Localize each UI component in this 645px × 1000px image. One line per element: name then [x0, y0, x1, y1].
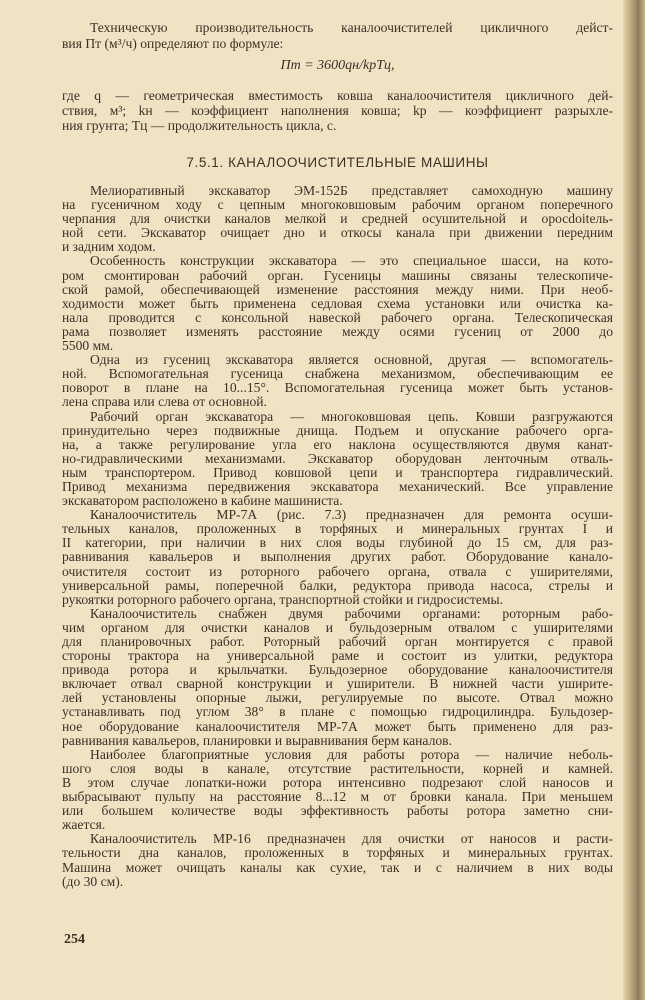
paragraph-line: экскаватором расположено в кабине машиниста.	[62, 494, 343, 509]
paragraph-line: очистителя состоит из роторного рабочего органа, отвала с уширителями,	[62, 564, 613, 579]
paragraph-line: принудительно через подвижные днища. Подъем и опускание рабочего орга-	[62, 423, 613, 438]
paragraph-line: Наиболее благоприятные условия для работы ротора — наличие неболь-	[90, 747, 613, 762]
paragraph-line: тельных каналов, проложенных в торфяных и минеральных грунтах I и	[62, 522, 613, 537]
paragraph-line: II категории, при наличии в них слоя воды глубиной до 15 см, для раз-	[62, 536, 613, 551]
paragraph	[62, 607, 613, 748]
paragraph-line: жается.	[62, 818, 106, 833]
paragraph-line: и задним ходом.	[62, 240, 156, 255]
paragraph-line: поворот в плане на 10...15°. Вспомогательная гусеница может быть установ-	[62, 381, 613, 396]
legend-line: ствия, м³; kн — коэффициент наполнения ковша; kр — коэффициент разрыхле-	[62, 103, 613, 118]
page-edge-shadow	[623, 0, 645, 1000]
book-page	[62, 20, 613, 889]
paragraph-line: на, а также регулирование угла его наклона осуществляются двумя канат-	[62, 437, 613, 452]
paragraph-line: ской рамой, обеспечивающей изменение расстояния между ними. При необ-	[62, 282, 613, 297]
paragraph-line: ром смонтирован рабочий орган. Гусеницы машины связаны телескопиче-	[62, 268, 613, 283]
paragraph	[62, 508, 613, 607]
paragraph	[62, 353, 613, 409]
paragraph-line: ное оборудование каналоочистителя МР-7А может быть применено для раз-	[62, 719, 613, 734]
paragraph	[62, 832, 613, 888]
paragraph-line: привода ротора и крыльчатки. Бульдозерное оборудование каналоочистителя	[62, 663, 613, 678]
paragraph-line: лей установлены опорные лыжи, регулируемые по высоте. Отвал можно	[62, 691, 613, 706]
paragraph	[62, 410, 613, 509]
intro-line: Техническую производительность каналоочистителей цикличного дейст-	[90, 20, 613, 35]
paragraph-line: шого слоя воды в канале, отсутствие растительности, корней и камней.	[62, 761, 613, 776]
paragraph-line: для планировочных работ. Роторный рабочий орган монтируется с правой	[62, 635, 613, 649]
legend-line: где q — геометрическая вместимость ковша каналоочистителя цикличного дей-	[62, 88, 613, 103]
formula: Пт = 3600qн/kрTц,	[280, 58, 395, 73]
paragraph-line: стороны трактора на универсальной раме и состоит из улитки, редуктора	[62, 649, 613, 664]
paragraph-line: включает отвал сварной конструкции и уширители. В нижней части уширите-	[62, 677, 613, 692]
legend-line: ния грунта; Тц — продолжительность цикла, с.	[62, 118, 337, 133]
paragraph-line: но-гидравлическими механизмами. Экскаватор оборудован ленточным отваль-	[62, 451, 613, 466]
intro-line: вия Пт (м³/ч) определяют по формуле:	[62, 36, 284, 51]
paragraph-line: устанавливать под углом 38° в плане с помощью гидроцилиндра. Бульдозер-	[62, 705, 613, 720]
paragraph-line: Привод механизма передвижения экскаватора механический. Все управление	[62, 479, 613, 494]
paragraph-line: ной. Вспомогательная гусеница снабжена механизмом, обеспечивающим ее	[62, 367, 613, 382]
paragraph-line: Машина может очищать каналы как сухие, так и с наличием в них воды	[62, 860, 613, 875]
paragraph-line: Каналоочиститель МР-16 предназначен для очистки от наносов и расти-	[90, 832, 613, 847]
paragraph	[62, 748, 613, 833]
paragraph-line: ной сети. Экскаватор очищает дно и откосы канала при движении передним	[62, 226, 613, 241]
paragraph-line: рама позволяет изменять расстояние между осями гусениц от 2000 до	[62, 324, 613, 339]
paragraph-line: равнивания кавальеров и выполнения других работ. Оборудование канало-	[62, 550, 613, 565]
paragraph-line: (до 30 см).	[62, 874, 124, 889]
paragraph-line: тельности дна каналов, проложенных в торфяных и минеральных грунтах.	[62, 846, 613, 861]
paragraph-line: на гусеничном ходу с цепным многоковшовым рабочим органом поперечного	[62, 198, 613, 213]
paragraph-line: ным транспортером. Привод ковшовой цепи и транспортера гидравлический.	[62, 465, 613, 480]
paragraph-line: Особенность конструкции экскаватора — это специальное шасси, на кото-	[90, 254, 613, 269]
page-number: 254	[64, 932, 85, 947]
paragraph-line: ходимости может быть применена седловая схема установки или очистка ка-	[62, 296, 613, 311]
paragraph-line: универсальной рамы, поперечной балки, редуктора привода насоса, стрелы и	[62, 578, 613, 593]
paragraph-line: рукоятки роторного рабочего органа, транспортной стойки и гидросистемы.	[62, 592, 503, 607]
paragraph	[62, 184, 613, 254]
paragraph-line: 5500 мм.	[62, 339, 114, 354]
paragraph-line: Мелиоративный экскаватор ЭМ-152Б представляет самоходную машину	[90, 184, 613, 198]
paragraph	[62, 254, 613, 353]
paragraph-line: лена справа или слева от основной.	[62, 395, 267, 410]
intro-paragraph	[62, 20, 613, 52]
paragraph-line: Рабочий орган экскаватора — многоковшовая цепь. Ковши разгружаются	[90, 409, 613, 424]
paragraph-line: черпания для очистки каналов мелкой и средней осушительной и оросdoitель-	[62, 212, 613, 227]
paragraph-line: Каналоочиститель снабжен двумя рабочими органами: роторным рабо-	[90, 606, 613, 621]
paragraph-line: выбрасывают пульпу на расстояние 8...12 м от бровки канала. При меньшем	[62, 790, 613, 805]
body-text	[62, 184, 613, 889]
paragraph-line: чим органом для очистки каналов и бульдозерным отвалом с уширителями	[62, 620, 613, 635]
section-heading: 7.5.1. КАНАЛООЧИСТИТЕЛЬНЫЕ МАШИНЫ	[186, 155, 489, 170]
formula-legend	[62, 88, 613, 133]
paragraph-line: нала проводится с консольной навеской рабочего органа. Телескопическая	[62, 310, 613, 325]
paragraph-line: или большем количестве воды эффективность работы ротора заметно сни-	[62, 804, 613, 819]
paragraph-line: В этом случае лопатки-ножи ротора интенсивно подрезают слой наносов и	[62, 775, 613, 790]
paragraph-line: Каналоочиститель МР-7А (рис. 7.3) предназначен для ремонта осуши-	[90, 508, 613, 523]
paragraph-line: Одна из гусениц экскаватора является основной, другая — вспомогатель-	[90, 353, 613, 368]
paragraph-line: равнивания кавальеров, планировки и выравнивания берм каналов.	[62, 733, 452, 748]
